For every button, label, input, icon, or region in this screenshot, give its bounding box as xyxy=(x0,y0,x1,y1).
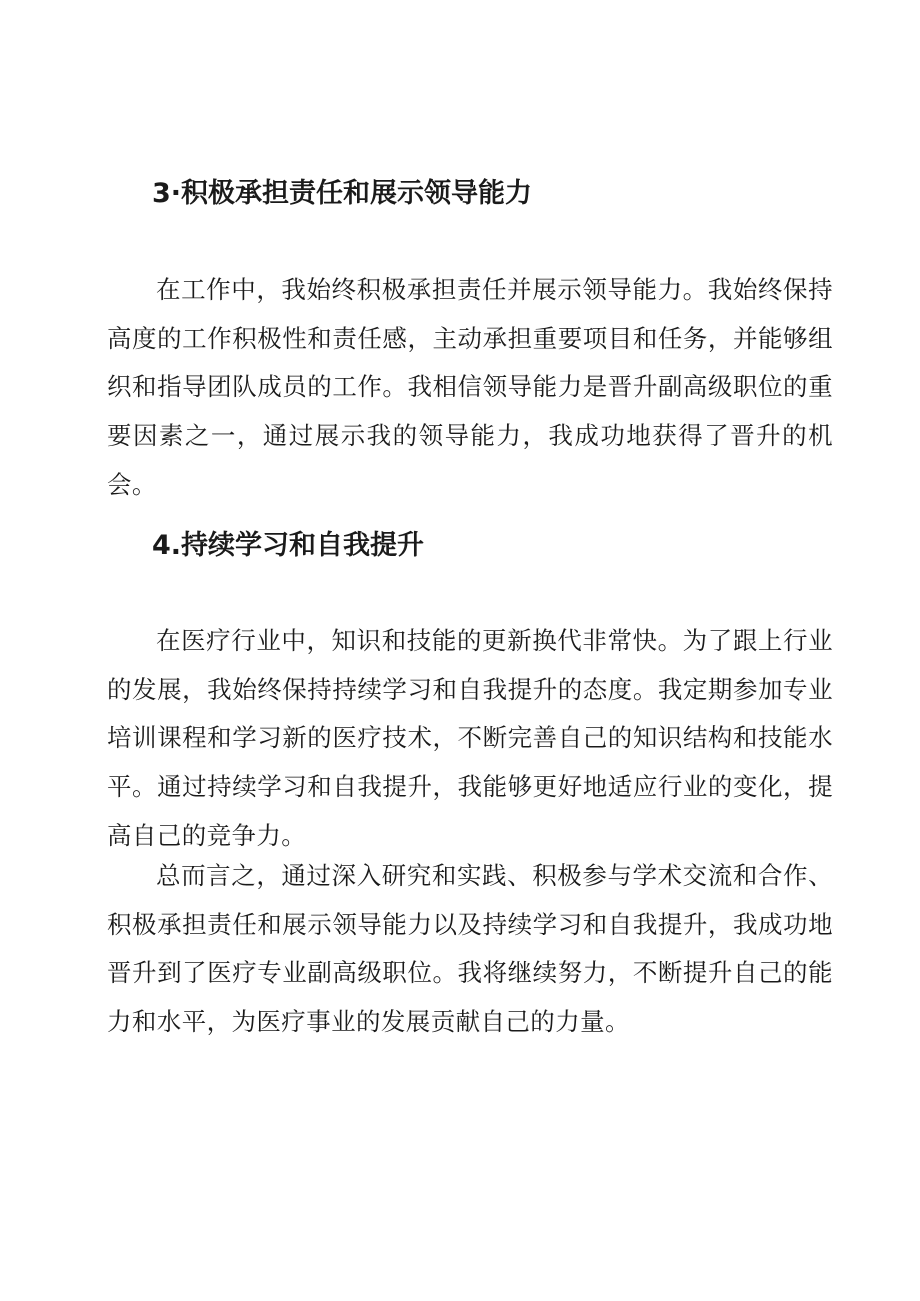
section-paragraph-continuous-learning: 在医疗行业中，知识和技能的更新换代非常快。为了跟上行业的发展，我始终保持持续学习和自我提升的态度。我定期参加专业培训课程和学习新的医疗技术，不断完善自己的知识结构和技能水平。通过持续学习和自我提升，我能够更好地适应行业的变化，提高自己的竞争力。 xyxy=(107,626,833,850)
section-heading-leadership: 3·积极承担责任和展示领导能力 xyxy=(152,178,533,209)
conclusion-paragraph: 总而言之，通过深入研究和实践、积极参与学术交流和合作、积极承担责任和展示领导能力以及持续学习和自我提升，我成功地晋升到了医疗专业副高级职位。我将继续努力，不断提升自己的能力和水平，为医疗事业的发展贡献自己的力量。 xyxy=(107,861,833,1037)
section-paragraph-leadership: 在工作中，我始终积极承担责任并展示领导能力。我始终保持高度的工作积极性和责任感，主动承担重要项目和任务，并能够组织和指导团队成员的工作。我相信领导能力是晋升副高级职位的重要因素之一，通过展示我的领导能力，我成功地获得了晋升的机会。 xyxy=(107,275,833,499)
section-heading-continuous-learning: 4.持续学习和自我提升 xyxy=(152,530,425,561)
